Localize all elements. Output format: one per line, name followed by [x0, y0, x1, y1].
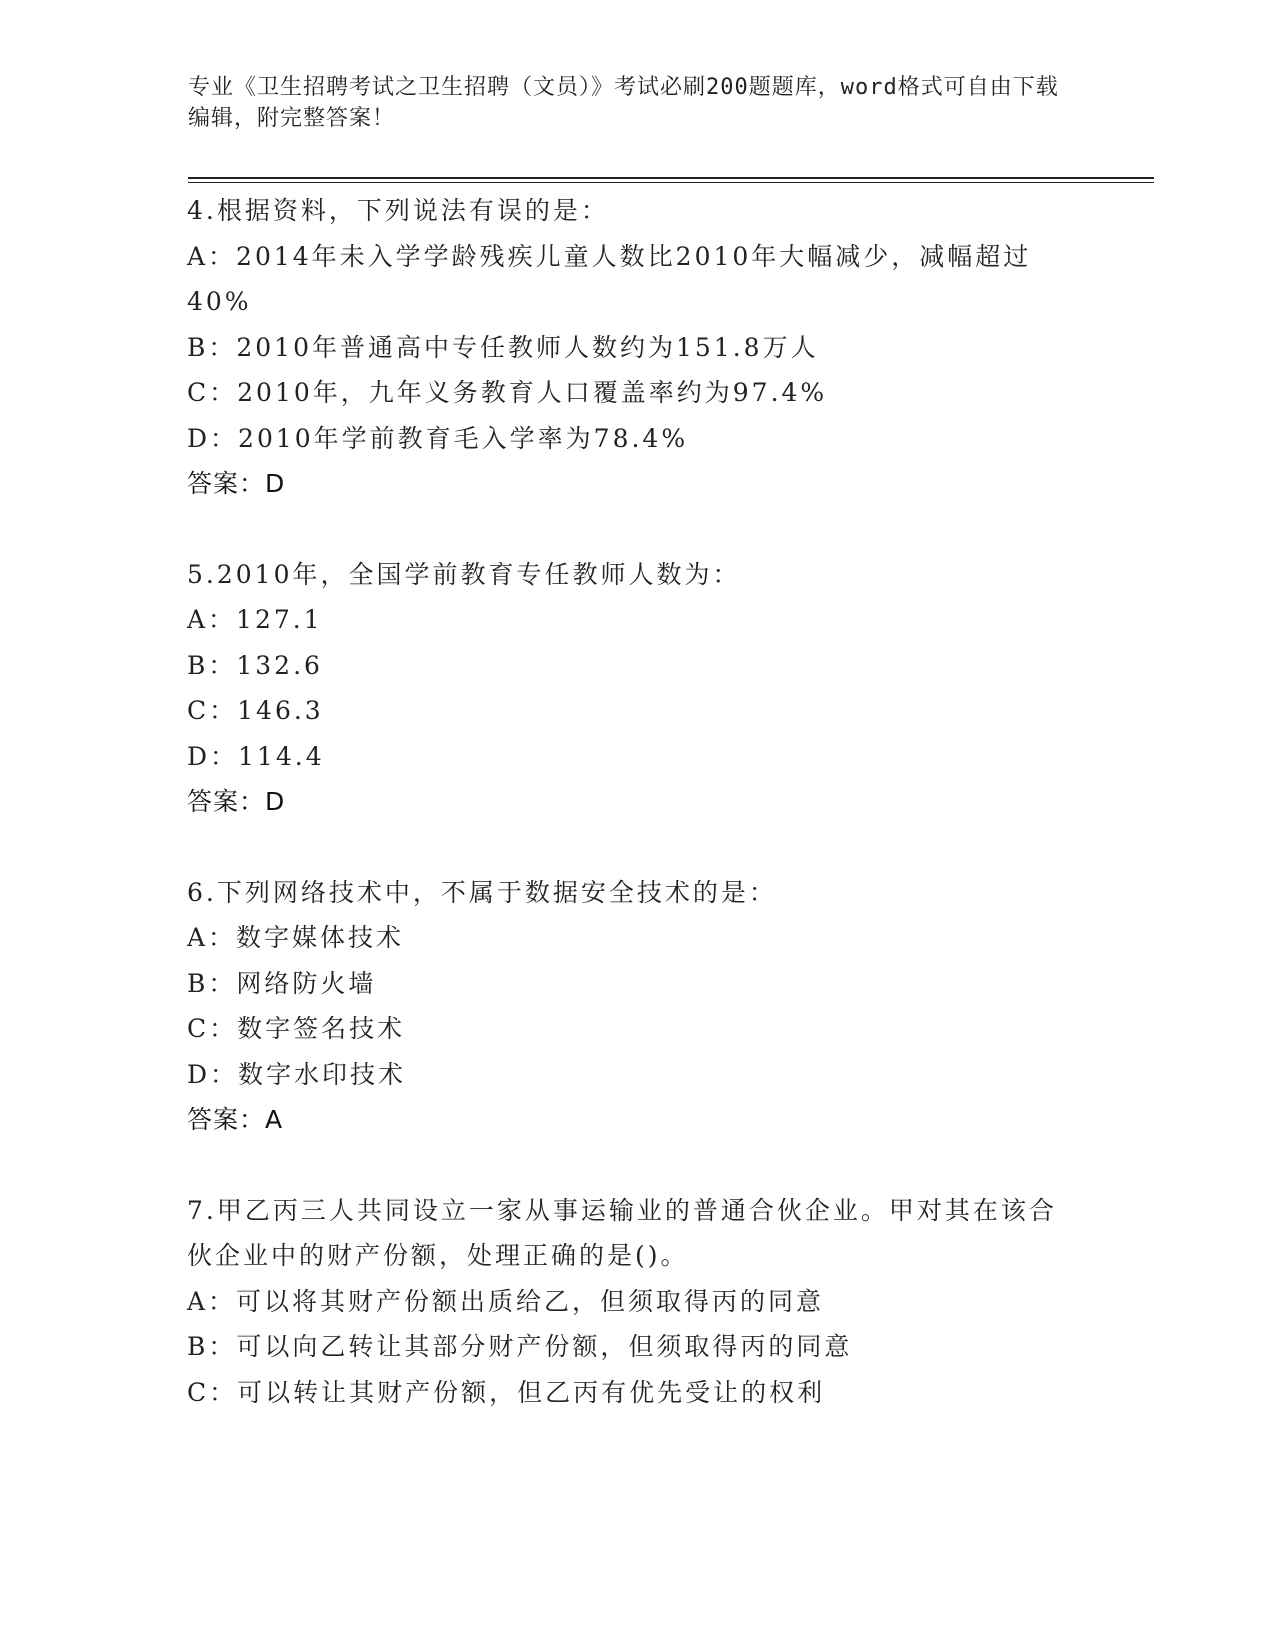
option-d: D：数字水印技术 — [187, 1059, 407, 1089]
option-a: A：数字媒体技术 — [187, 923, 405, 952]
question-stem: 7.甲乙丙三人共同设立一家从事运输业的普通合伙企业。甲对其在该合伙企业中的财产份额，处理正确的是()。 — [187, 1195, 1057, 1270]
question-list — [187, 188, 1067, 1415]
header-divider-thick — [188, 177, 1154, 179]
document-header: 专业《卫生招聘考试之卫生招聘（文员）》考试必刷200题题库，word格式可自由下载编辑，附完整答案！ — [188, 75, 1059, 131]
option-b: B：2010年普通高中专任教师人数约为151.8万人 — [187, 332, 819, 362]
question-5 — [187, 552, 1067, 825]
answer-label: 答案：D — [187, 787, 286, 816]
question-stem: 6.下列网络技术中，不属于数据安全技术的是： — [187, 877, 777, 907]
question-6 — [187, 870, 1067, 1143]
option-a: A：2014年未入学学龄残疾儿童人数比2010年大幅减少，减幅超过40% — [187, 241, 1032, 316]
option-b: B：可以向乙转让其部分财产份额，但须取得丙的同意 — [187, 1332, 853, 1361]
question-stem: 4.根据资料，下列说法有误的是： — [187, 196, 609, 225]
option-b: B：网络防火墙 — [187, 968, 377, 998]
option-d: D：114.4 — [187, 741, 325, 771]
option-b: B：132.6 — [187, 650, 323, 680]
question-7 — [187, 1188, 1067, 1416]
option-d: D：2010年学前教育毛入学率为78.4% — [187, 423, 689, 453]
question-4 — [187, 188, 1067, 507]
question-stem: 5.2010年，全国学前教育专任教师人数为： — [187, 559, 741, 589]
option-c: C：可以转让其财产份额，但乙丙有优先受让的权利 — [187, 1377, 826, 1407]
option-c: C：146.3 — [187, 696, 324, 725]
answer-label: 答案：D — [187, 469, 286, 498]
answer-label: 答案：A — [187, 1105, 284, 1134]
header-divider-thin — [188, 182, 1154, 183]
option-c: C：2010年，九年义务教育人口覆盖率约为97.4% — [187, 378, 828, 407]
option-a: A：127.1 — [187, 605, 323, 634]
option-a: A：可以将其财产份额出质给乙，但须取得丙的同意 — [187, 1286, 825, 1316]
option-c: C：数字签名技术 — [187, 1014, 406, 1043]
